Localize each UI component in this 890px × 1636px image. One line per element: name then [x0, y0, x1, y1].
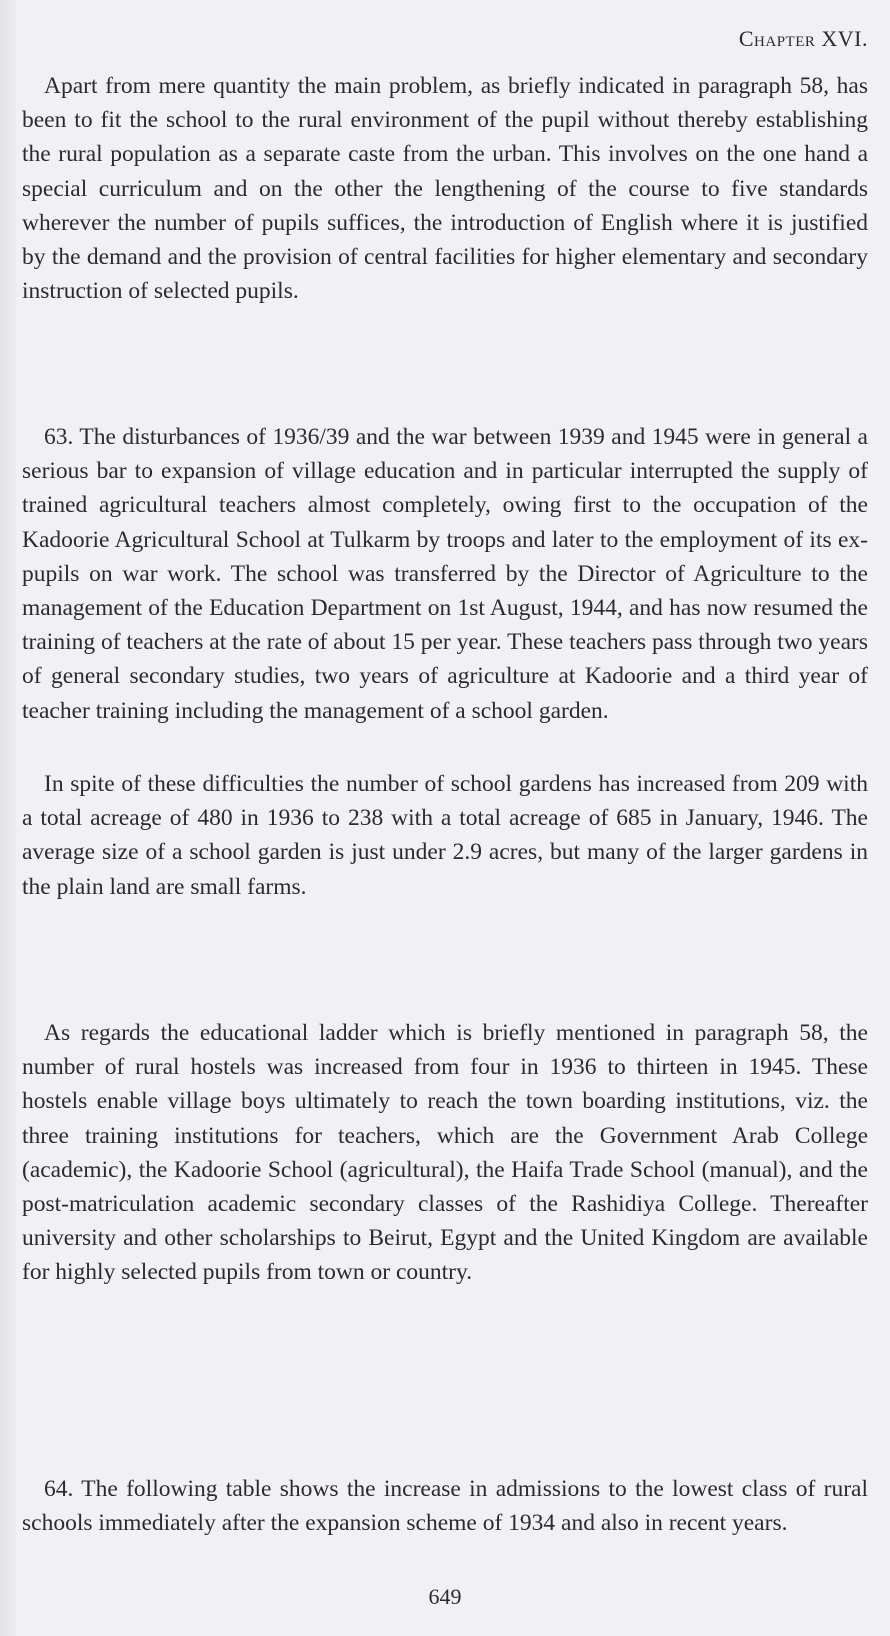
- paragraph-63-disturbances: 63. The disturbances of 1936/39 and the war between 1939 and 1945 were in general a serious bar to expansion of village education and in particular interrupted the supply of trained agricultural teachers almost completely, owing first to the occupation of the Kadoorie Agricultural School at Tulkarm by troops and later to the employment of its ex-pupils on war work. The school was transferred by the Director of Agriculture to the management of the Education Department on 1st August, 1944, and has now resumed the training of teachers at the rate of about 15 per year. These teachers pass through two years of general secondary studies, two years of agriculture at Kadoorie and a third year of teacher training including the management of a school garden.: [22, 424, 868, 724]
- running-head: Chapter XVI.: [738, 26, 868, 51]
- paragraph-educational-ladder: As regards the educational ladder which is briefly mentioned in paragraph 58, the number of rural hostels was increased from four in 1936 to thirteen in 1945. These hostels enable village boys ultimately to reach the town boarding institutions, viz. the three training institutions for teachers, which are the Government Arab College (academic), the Kadoorie School (agricultural), the Haifa Trade School (manual), and the post-matriculation academic secondary classes of the Rashidiya College. Thereafter university and other scholarships to Beirut, Egypt and the United Kingdom are available for highly selected pupils from town or country.: [22, 1020, 868, 1286]
- paragraph-curriculum: Apart from mere quantity the main problem, as briefly indicated in paragraph 58, has been to fit the school to the rural environment of the pupil without thereby establishing the rural population as a separate caste from the urban. This involves on the one hand a special curriculum and on the other the lengthening of the course to five standards wherever the number of pupils suffices, the introduction of English where it is justified by the demand and the provision of central facilities for higher elementary and secondary instruction of selected pupils.: [22, 73, 868, 305]
- paragraph-64-admissions-table-intro: 64. The following table shows the increase in admissions to the lowest class of rural schools immediately after the expansion scheme of 1934 and also in recent years.: [22, 1476, 868, 1537]
- scan-edge-shadow: [0, 0, 16, 1636]
- paragraph-school-gardens: In spite of these difficulties the number of school gardens has increased from 209 with a total acreage of 480 in 1936 to 238 with a total acreage of 685 in January, 1946. The average size of a school garden is just under 2.9 acres, but many of the larger gardens in the plain land are small farms.: [22, 771, 868, 900]
- page-number: 649: [428, 1584, 462, 1609]
